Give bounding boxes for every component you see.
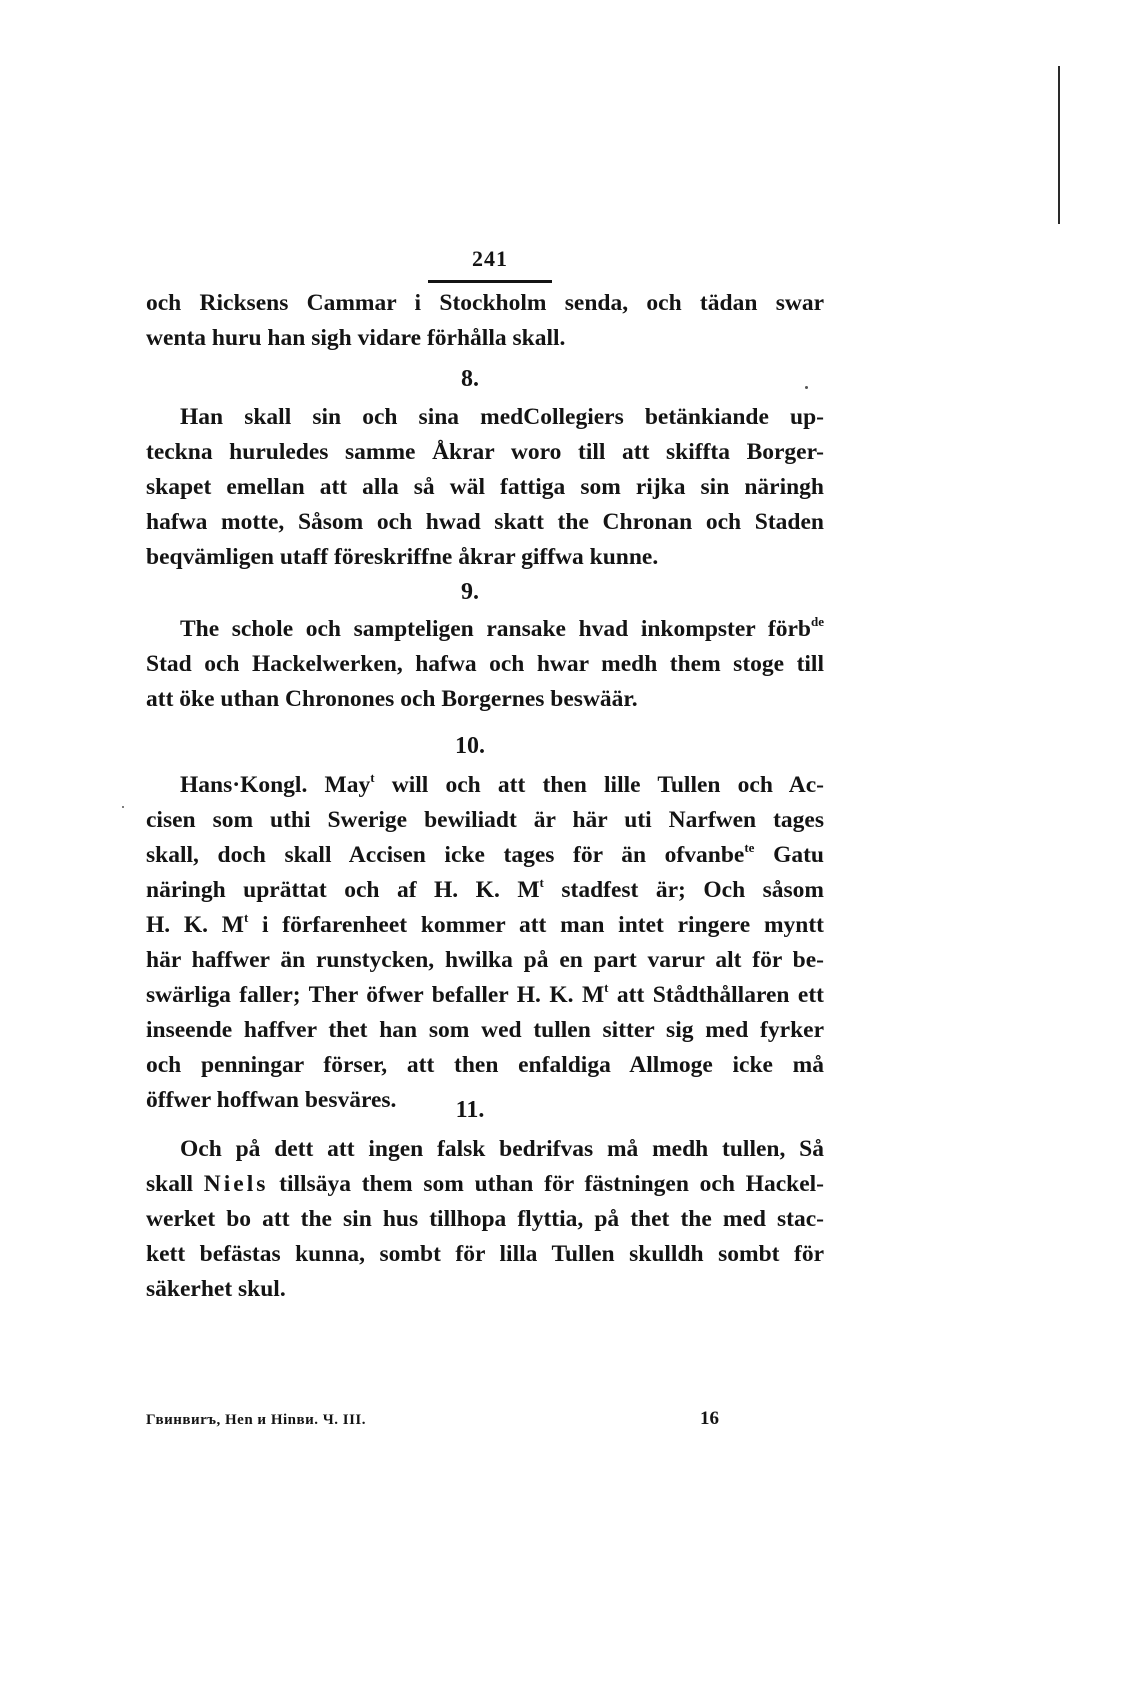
superscript: de xyxy=(811,614,824,629)
text-line: säkerhet skul. xyxy=(146,1276,286,1302)
text-line: kett befästas kunna, sombt för lilla Tullen skulldh sombt för xyxy=(146,1241,824,1267)
text-run: stadfest är; Och såsom xyxy=(543,877,825,903)
text-line xyxy=(146,908,824,943)
text-line: öffwer hoffwan besväres. xyxy=(146,1087,397,1113)
section-8-paragraph xyxy=(146,400,824,575)
text-run: swärliga faller; Ther öfwer befaller H. K. M xyxy=(146,982,605,1008)
section-8-heading: 8. xyxy=(461,366,479,392)
section-9-heading: 9. xyxy=(461,579,479,605)
superscript: te xyxy=(744,840,755,855)
superscript: t xyxy=(539,875,544,890)
scan-speck xyxy=(122,806,124,808)
text-run: Hans·Kongl. May xyxy=(180,772,371,798)
text-line: hafwa motte, Såsom och hwad skatt the Chronan och Staden xyxy=(146,509,824,535)
header-rule xyxy=(428,280,552,283)
intro-paragraph xyxy=(146,286,824,356)
section-10-heading: 10. xyxy=(455,733,485,759)
footer-signature: Гвинвиrъ, Hen и Hinви. Ч. III. xyxy=(146,1412,367,1428)
page-number: 241 xyxy=(472,246,508,271)
text-line: att öke uthan Chronones och Borgernes beswäär. xyxy=(146,686,638,712)
text-line: cisen som uthi Swerige bewiliadt är här uti Narfwen tages xyxy=(146,807,824,833)
section-9-paragraph xyxy=(146,612,824,717)
text-line xyxy=(146,1167,824,1202)
text-line: teckna huruledes samme Åkrar woro till att skiffta Borger- xyxy=(146,439,824,465)
text-run: att Stådthållaren ett xyxy=(608,982,824,1008)
text-line: beqvämligen utaff föreskriffne åkrar giffwa kunne. xyxy=(146,544,659,570)
text-line: och penningar förser, att then enfaldiga Allmoge icke må xyxy=(146,1052,824,1078)
text-run: skall, doch skall Accisen icke tages för än ofvanbe xyxy=(146,842,745,868)
text-line: Stad och Hackelwerken, hafwa och hwar medh them stoge till xyxy=(146,651,824,677)
section-11-heading: 11. xyxy=(455,1097,485,1123)
text-run: will och att then lille Tullen och Ac- xyxy=(374,772,825,798)
footer-sheet-number: 16 xyxy=(700,1408,719,1429)
text-run: skall xyxy=(146,1171,204,1197)
superscript: t xyxy=(370,770,375,785)
text-line: Han skall sin och sina medCollegiers betänkiande up- xyxy=(180,404,824,430)
text-line: werket bo att the sin hus tillhopa flyttia, på thet the med stac- xyxy=(146,1206,824,1232)
text-line: wenta huru han sigh vidare förhålla skall. xyxy=(146,325,566,351)
superscript: t xyxy=(604,980,609,995)
text-line xyxy=(146,838,824,873)
text-line: här haffwer än runstycken, hwilka på en part varur alt för be- xyxy=(146,947,824,973)
text-line: och Ricksens Cammar i Stockholm senda, och tädan swar xyxy=(146,290,824,316)
text-run: The schole och sampteligen ransake hvad inkompster förb xyxy=(180,616,811,642)
text-line: Och på dett att ingen falsk bedrifvas må medh tullen, Så xyxy=(180,1136,824,1162)
text-line: inseende haffver thet han som wed tullen sitter sig med fyrker xyxy=(146,1017,824,1043)
text-run: i förfarenheet kommer att man intet ringere myntt xyxy=(248,912,824,938)
text-run: näringh uprättat och af H. K. M xyxy=(146,877,540,903)
spaced-name: Niels xyxy=(203,1171,269,1197)
text-line: skapet emellan att alla så wäl fattiga som rijka sin näringh xyxy=(146,474,824,500)
scan-margin-line xyxy=(1058,66,1060,224)
section-11-paragraph xyxy=(146,1132,824,1307)
text-line xyxy=(146,612,824,647)
text-run: tillsäya them som uthan för fästningen och Hackel- xyxy=(268,1171,824,1197)
superscript: t xyxy=(243,910,249,925)
text-run: Gatu xyxy=(754,842,824,868)
scan-speck xyxy=(805,386,808,389)
text-run: H. K. M xyxy=(146,912,244,938)
text-line xyxy=(146,768,824,803)
section-10-paragraph xyxy=(146,768,824,1118)
text-line xyxy=(146,978,824,1013)
text-line xyxy=(146,873,824,908)
